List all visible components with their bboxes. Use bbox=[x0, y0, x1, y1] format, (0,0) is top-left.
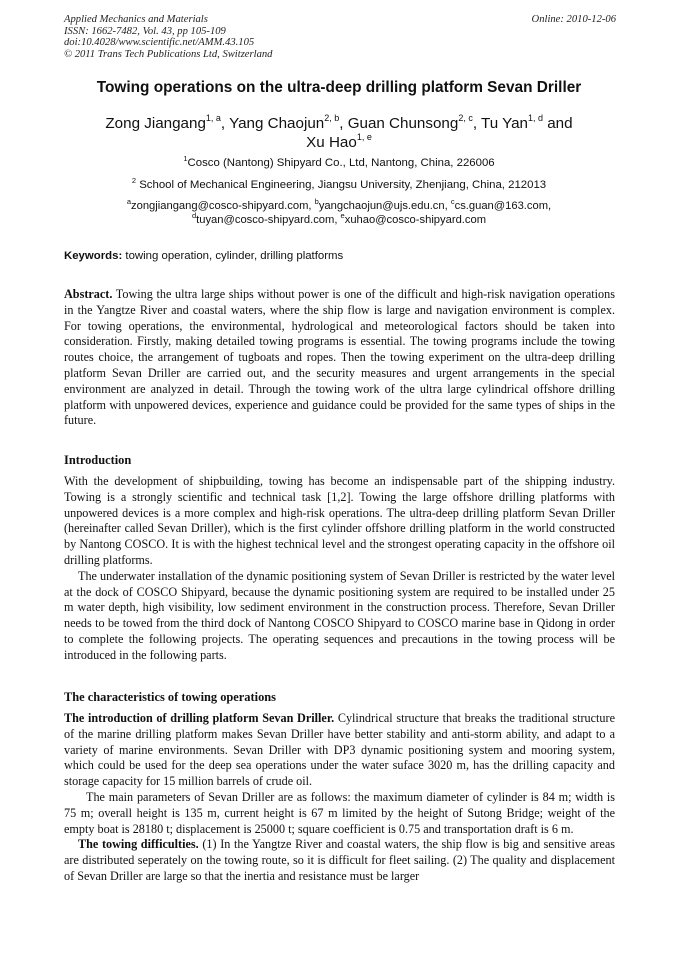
keywords-label: Keywords: bbox=[64, 250, 123, 262]
author-sup: 2, c bbox=[458, 113, 473, 123]
author-sup: 1, e bbox=[356, 132, 372, 142]
paragraph: The introduction of drilling platform Sevan Driller. Cylindrical structure that breaks the traditional structure of the marine drilling platform makes Sevan Driller have better stability and anti-storm ability, and adapt to a variety of marine environments. Sevan Driller with DP3 dynamic positioning system and mooring system, which could be used for the deep sea operations under the water suface 3020 m, has the drilling capacity and storage capacity for 15 million barrels of crude oil. bbox=[64, 711, 615, 789]
author-name: Xu Hao bbox=[306, 134, 357, 151]
paragraph: The underwater installation of the dynamic positioning system of Sevan Driller is restricted by the water level at the dock of COSCO Shipyard, because the dynamic positioning system are required to be installed under 25 m water depth, high visibility, low sediment environment in the construction process. Therefore, Sevan Driller needs to be towed from the third dock of Nantong COSCO Shipyard to COSCO marine base in Qidong in order to complete the following projects. The operating sequences and precautions in the towing process will be introduced in the following parts. bbox=[64, 568, 615, 662]
abstract-label: Abstract. bbox=[64, 287, 113, 301]
running-header bbox=[64, 14, 616, 60]
paragraph: The main parameters of Sevan Driller are as follows: the maximum diameter of cylinder is 84 m; width is 75 m; overall height is 135 m, current height is 67 m limited by the height of Sutong Bridge; weight of the empty boat is 28180 t; displacement is 25000 t; square coefficient is 0.75 and transportation draft is 6 m. bbox=[64, 789, 615, 836]
abstract-text: Towing the ultra large ships without power is one of the difficult and high-risk navigation operations in the Yangtze River and coastal waters, where the ship flow is large and navigation environment is complex. For towing operations, the environmental, hydrological and meteorological factors should be taken into consideration. Firstly, making detailed towing programs is essential. The towing programs include the towing routes choice, the arrangement of tugboats and ropes. Then the towing experiment on the ultra-deep drilling platform Sevan Driller are carried out, and the security measures and urgent arrangements in the special environment are analyzed in detail. Through the towing work of the ultra large cylindrical offshore drilling platform with unpowered devices, experience and guidance could be provided for the same types of ships in the future. bbox=[64, 287, 615, 428]
abstract bbox=[64, 287, 615, 429]
author-sup: 2, b bbox=[324, 113, 340, 123]
journal-name: Applied Mechanics and Materials bbox=[64, 14, 208, 25]
copyright-line: © 2011 Trans Tech Publications Ltd, Switzerland bbox=[64, 48, 273, 60]
online-date: Online: 2010-12-06 bbox=[531, 14, 616, 25]
keywords bbox=[64, 250, 343, 262]
issn-line: ISSN: 1662-7482, Vol. 43, pp 105-109 bbox=[64, 25, 226, 37]
keywords-text: towing operation, cylinder, drilling platforms bbox=[122, 250, 344, 262]
email-link[interactable]: tuyan@cosco-shipyard.com, bbox=[196, 214, 341, 226]
affiliation-1: $^1$Cosco (Nantong) Shipyard Co., Ltd, Nantong, China, 226006 bbox=[183, 154, 495, 169]
author-name: Zong Jiangang bbox=[105, 115, 206, 132]
characteristics-body bbox=[64, 711, 615, 885]
email-link[interactable]: cs.guan@163.com, bbox=[454, 200, 552, 212]
email-list: $^a$zongjiangang@cosco-shipyard.com, $^b$yangchaojun@ujs.edu.cn, $^c$cs.guan@163.com, $^d$tuyan@cosco-shipyard.com, $^e$xuhao@cosco-shipyard.com bbox=[126, 197, 552, 226]
paragraph: With the development of shipbuilding, towing has become an indispensable part of the shipping industry. Towing is a strongly scientific and technical task [1,2]. Towing the large offshore drilling platforms with unpowered devices is a more complex and high-risk operations. The ultra-deep drilling platform Sevan Driller (hereinafter called Sevan Driller), which is the first cylinder offshore drilling platform in the world constructed by Nantong COSCO. It is with the highest technical level and the strongest operating capacity in the offshore oil drilling platforms. bbox=[64, 474, 615, 567]
subsection-label: The introduction of drilling platform Sevan Driller. bbox=[64, 711, 335, 725]
author-name: Guan Chunsong bbox=[347, 115, 459, 132]
introduction-heading: Introduction bbox=[64, 453, 132, 467]
author-sup: 1, d bbox=[528, 113, 544, 123]
author-list: Zong Jiangang$^{1, a}$, Yang Chaojun$^{2, b}$, Guan Chunsong$^{2, c}$, Tu Yan$^{1, d}$ and Xu Hao$^{1, e}$ bbox=[105, 113, 573, 151]
author-name: Yang Chaojun bbox=[229, 115, 325, 132]
email-link[interactable]: xuhao@cosco-shipyard.com bbox=[344, 214, 487, 226]
introduction-body bbox=[64, 474, 615, 664]
characteristics-heading: The characteristics of towing operations bbox=[64, 690, 276, 704]
doi-line: doi:10.4028/www.scientific.net/AMM.43.105 bbox=[64, 37, 255, 48]
author-name: Tu Yan bbox=[481, 115, 528, 132]
author-sup: 1, a bbox=[205, 113, 221, 123]
subsection-label: The towing difficulties. bbox=[78, 837, 199, 852]
affiliation-2: $^2$ School of Mechanical Engineering, Jiangsu University, Zhenjiang, China, 212013 bbox=[131, 176, 547, 191]
email-link[interactable]: zongjiangang@cosco-shipyard.com, bbox=[131, 200, 315, 212]
paragraph: The towing difficulties. (1) In the Yangtze River and coastal waters, the ship flow is big and sensitive areas are distributed seperately on the towing route, so it is difficult for fleet sailing. (2) The quality and displacement of Sevan Driller are large so that the inertia and resistance must be larger bbox=[64, 837, 615, 883]
email-link[interactable]: yangchaojun@ujs.edu.cn, bbox=[318, 200, 451, 212]
paper-title: Towing operations on the ultra-deep drilling platform Sevan Driller bbox=[96, 79, 582, 96]
